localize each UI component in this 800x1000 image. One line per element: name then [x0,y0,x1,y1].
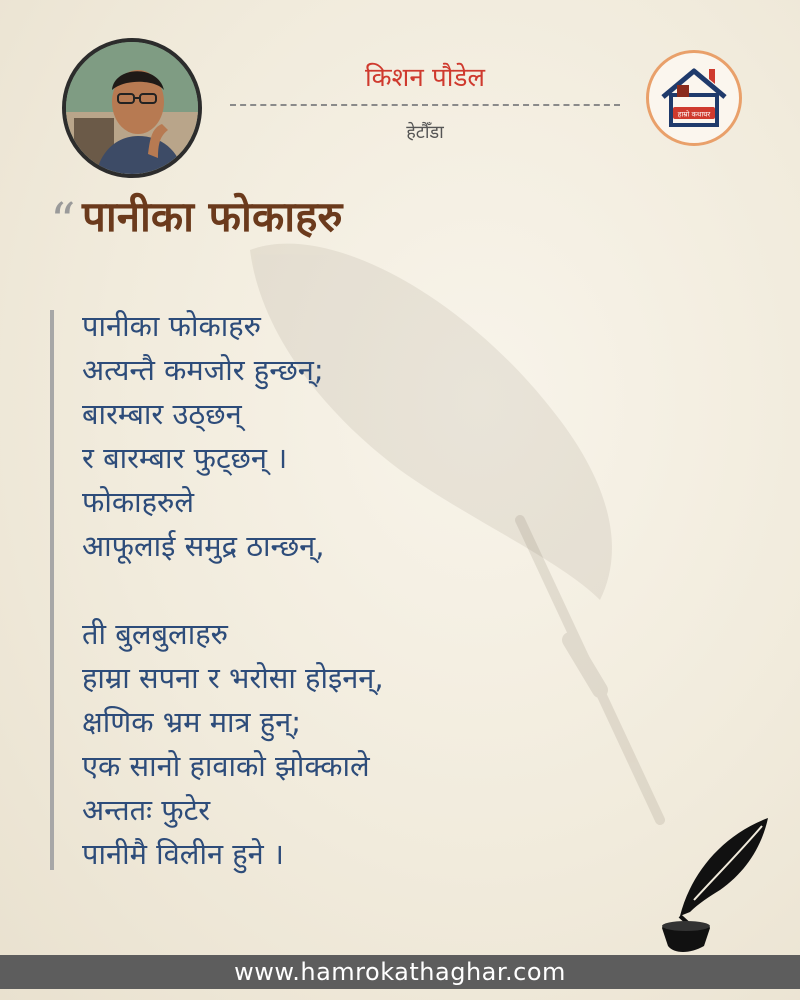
poem-line: ती बुलबुलाहरु [82,617,228,651]
poem-line: पानीका फोकाहरु [82,309,261,343]
author-photo-icon [66,42,198,174]
author-name: किशन पौडेल [364,63,486,93]
logo-text: हाम्रो कथाघर [677,110,711,119]
poem-line: अत्यन्तै कमजोर हुन्छन्; [82,353,324,387]
poem-title: पानीका फोकाहरु [82,192,343,241]
stanza-gap [82,568,602,612]
author-avatar [62,38,202,178]
poem-line: फोकाहरुले [82,485,195,519]
footer-website-link[interactable]: www.hamrokathaghar.com [0,955,800,989]
quote-mark-icon: “ [50,192,76,250]
header-divider [230,104,620,106]
poem-line: अन्ततः फुटेर [82,793,211,827]
poem-side-bar [50,310,54,870]
author-place: हेटौँडा [406,122,444,143]
poem-line: एक सानो हावाको झोक्काले [82,749,370,783]
house-icon [649,53,739,143]
poem-line: हाम्रा सपना र भरोसा होइनन्, [82,661,384,695]
poem-line: र बारम्बार फुट्छन् । [82,441,288,475]
poem-line: आफूलाई समुद्र ठान्छन्, [82,529,325,563]
quill-inkpot-icon [650,816,770,956]
poem-line: बारम्बार उठ्छन् [82,397,242,431]
poem-line: पानीमै विलीन हुने । [82,837,284,871]
poem-body [82,304,602,876]
poem-line: क्षणिक भ्रम मात्र हुन्; [82,705,302,739]
site-logo[interactable] [646,50,742,146]
